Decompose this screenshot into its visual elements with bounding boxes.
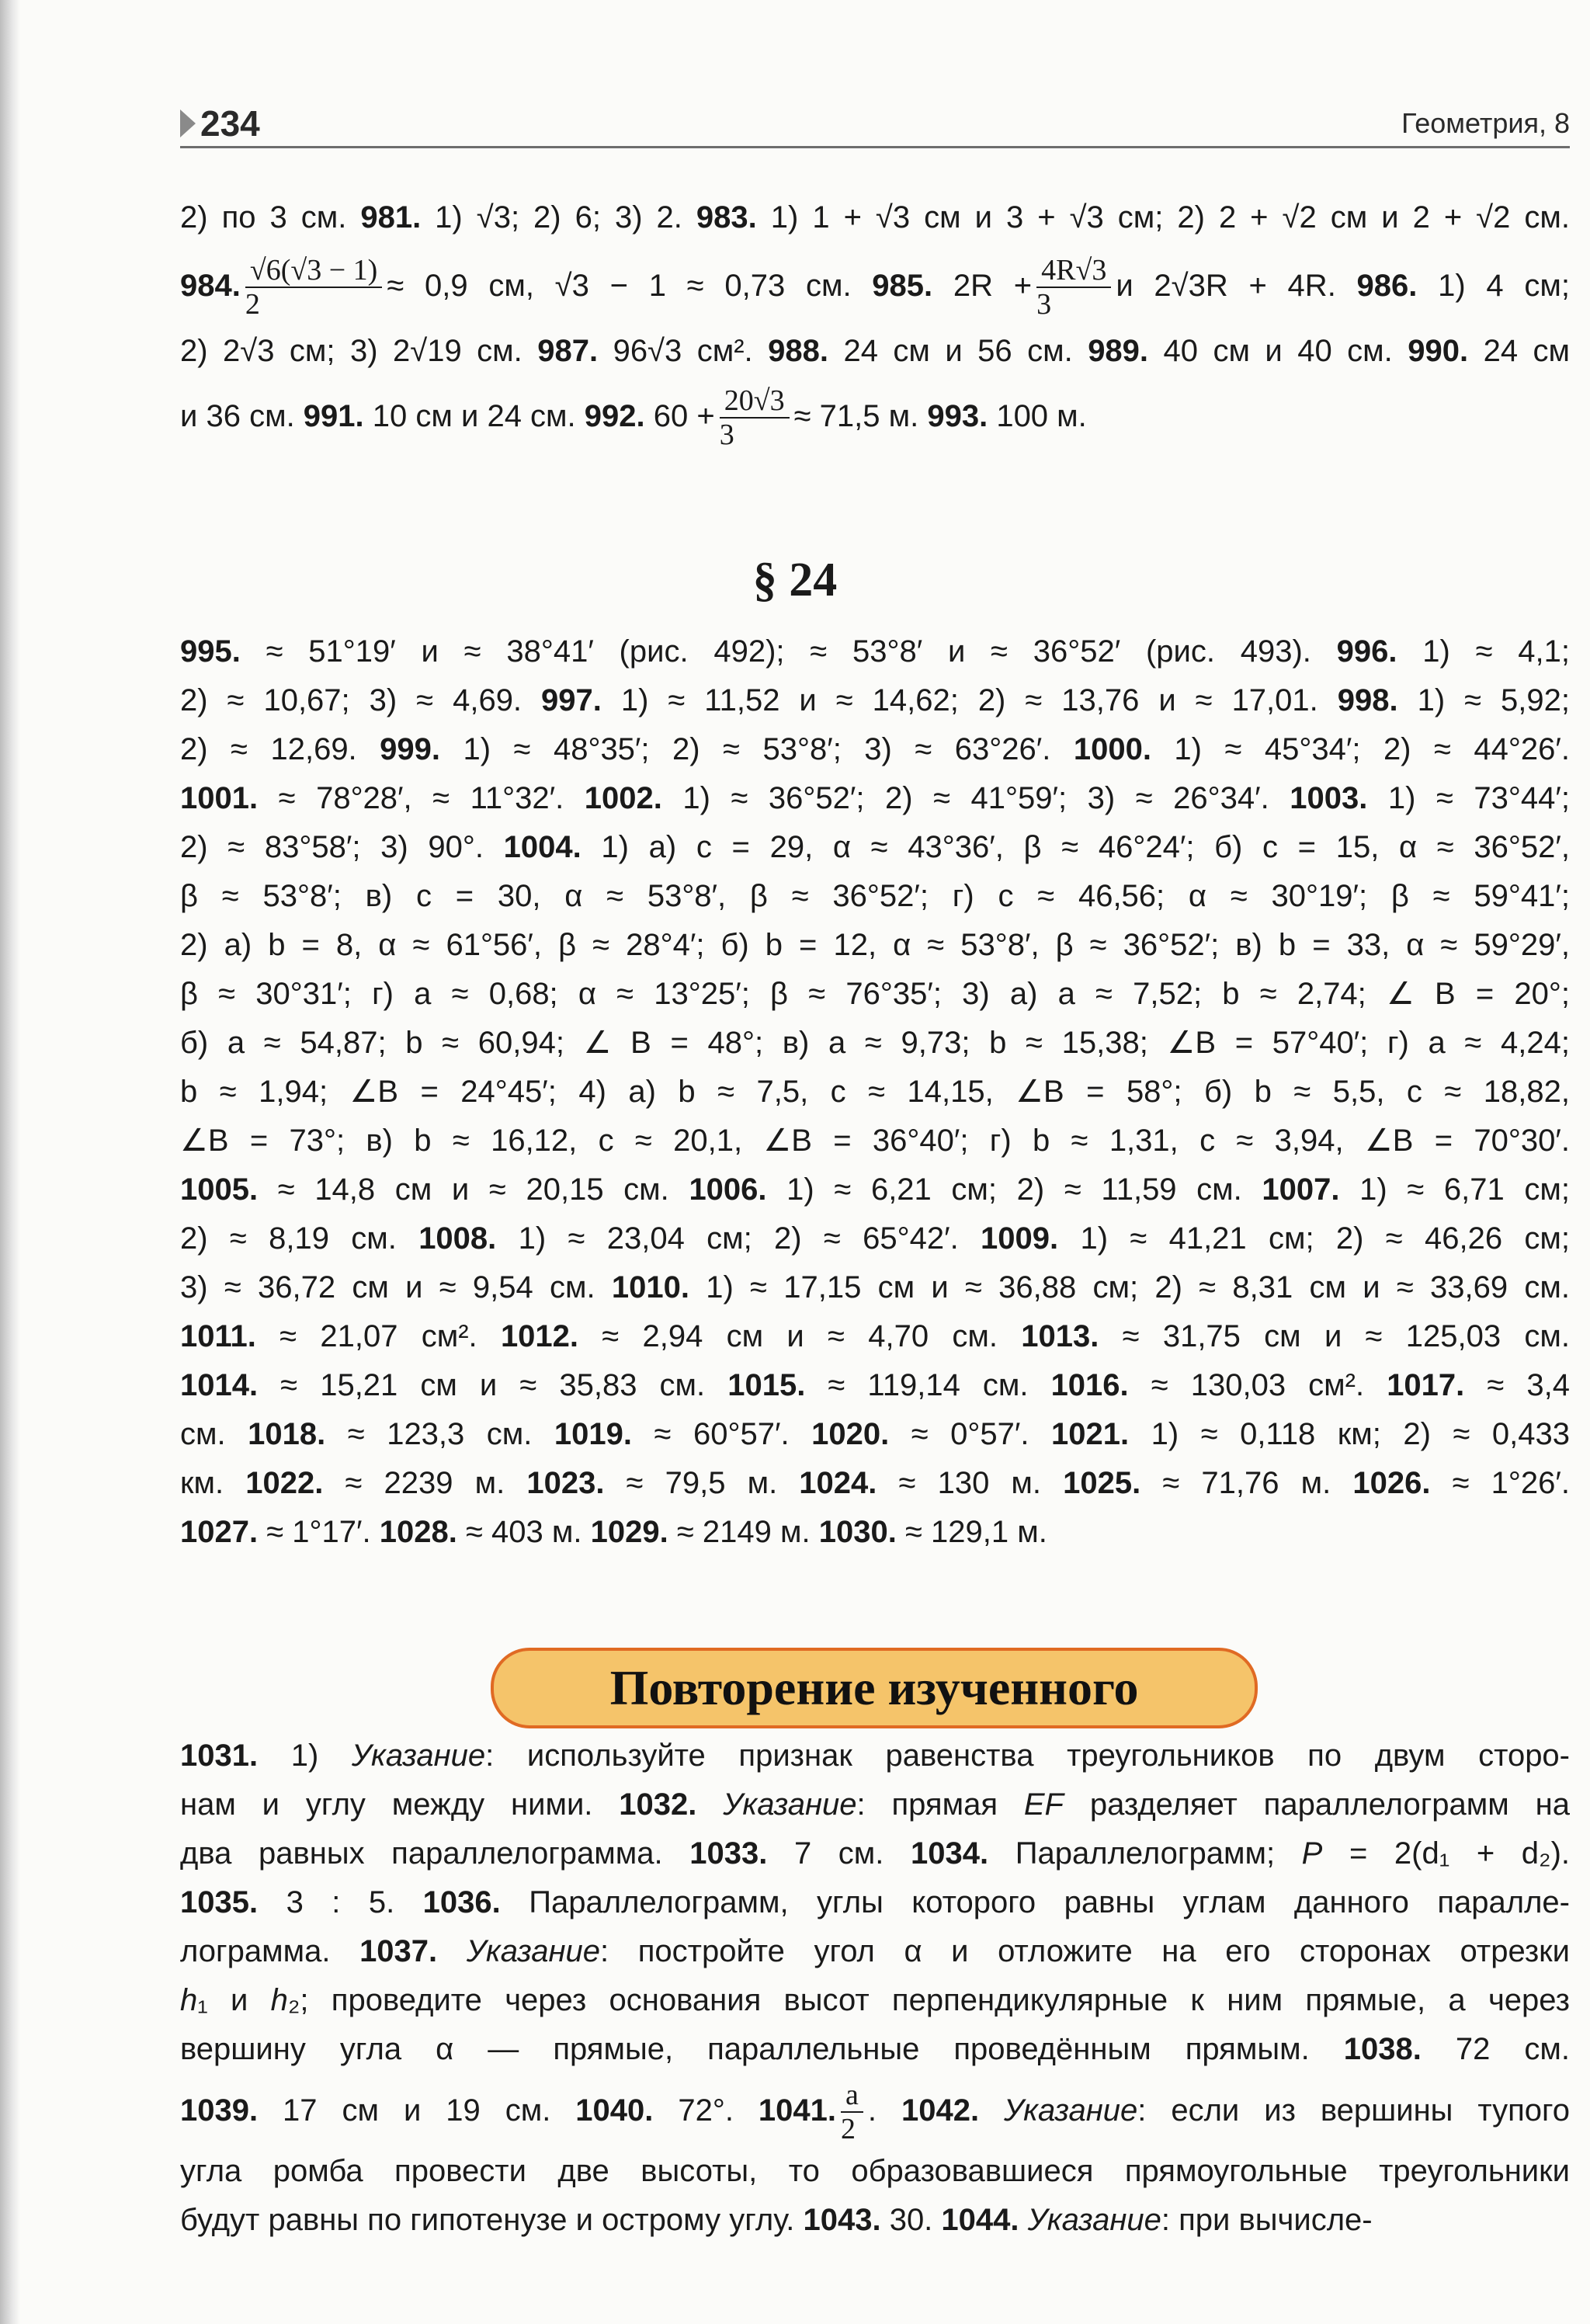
book-spine-shadow [0,0,20,2324]
text-line [180,1312,1570,1361]
answer-text: ≈ 129,1 м. [896,1515,1047,1549]
answer-text: ≈ 2,94 см и ≈ 4,70 см. [578,1319,1022,1353]
answer-text: : используйте признак равенства треугольников по двум сторо- [485,1739,1570,1773]
answer-text: : постройте угол α и отложите на его сторонах отрезки [600,1934,1571,1968]
answer-text: 17 см и 19 см. [258,2093,576,2128]
text-line [180,191,1570,244]
fraction [720,384,790,451]
text-line [180,2147,1570,2196]
text-line [180,244,1570,328]
exercise-number: 1031. [180,1739,259,1773]
exercise-number: 985. [872,269,933,303]
answer-text: ≈ 15,21 см и ≈ 35,83 см. [258,1368,728,1402]
text-line [180,1410,1570,1459]
answer-text: = 2(d₁ + d₂). [1322,1836,1571,1871]
exercise-number: 1035. [180,1885,259,1919]
text-line [180,2025,1570,2074]
answer-text: 3) ≈ 36,72 см и ≈ 9,54 см. [180,1270,612,1304]
exercise-number: 1009. [981,1221,1059,1256]
exercise-number: 1015. [727,1368,806,1402]
text-line [180,1214,1570,1263]
answer-text [1019,2203,1028,2237]
answer-text: 1) ≈ 6,71 см; [1339,1172,1571,1207]
answer-text: 30. [880,2203,942,2237]
fraction-numerator: a [841,2079,863,2113]
answer-text: ≈ 2149 м. [668,1515,819,1549]
answer-text: б) a ≈ 54,87; b ≈ 60,94; ∠ B = 48°; в) a ≈ 9,73; b ≈ 15,38; ∠B = 57°40′; г) a ≈ 4,24; [180,1026,1570,1060]
text-line [180,328,1570,374]
answer-text: 1) ≈ 41,21 см; 2) ≈ 46,26 см; [1058,1221,1571,1256]
exercise-number: 1001. [180,781,259,815]
exercise-number: 1005. [180,1172,259,1207]
italic-text: Указание [351,1739,486,1773]
text-line [180,823,1570,872]
text-line [180,1019,1570,1068]
answers-block-24 [180,627,1570,1557]
answer-text: 1) 4 см; [1417,269,1571,303]
exercise-number: 1036. [422,1885,501,1919]
exercise-number: 1029. [590,1515,668,1549]
exercise-number: 1018. [248,1417,326,1451]
answer-text: ≈ 60°57′. [632,1417,812,1451]
exercise-number: 986. [1356,269,1418,303]
exercise-number: 989. [1088,334,1149,368]
text-line [180,2074,1570,2147]
exercise-number: 990. [1408,334,1469,368]
exercise-number: 1038. [1343,2032,1422,2066]
review-heading: Повторение изученного [491,1648,1258,1728]
book-title: Геометрия, 8 [1401,107,1570,139]
page-marker-icon [180,109,196,137]
exercise-number: 1016. [1050,1368,1129,1402]
text-line [180,676,1570,725]
fraction-denominator: 2 [245,288,260,321]
text-line [180,725,1570,774]
answer-text [979,2093,1004,2128]
exercise-number: 993. [927,399,988,433]
exercise-number: 1019. [554,1417,633,1451]
answer-text: b ≈ 1,94; ∠B = 24°45′; 4) а) b ≈ 7,5, c ≈ 14,15, ∠B = 58°; б) b ≈ 5,5, c ≈ 18,82, [180,1075,1570,1109]
text-line [180,1068,1570,1117]
answer-text: 2) по 3 см. [180,200,361,234]
section-title: § 24 [752,554,838,606]
answer-text: 2) ≈ 12,69. [180,732,380,766]
exercise-number: 991. [303,399,364,433]
answer-text: ≈ 71,5 м. [793,399,928,433]
fraction-numerator: 20√3 [720,384,790,419]
exercise-number: 987. [537,334,599,368]
answer-text: 2) а) b = 8, α ≈ 61°56′, β ≈ 28°4′; б) b = 12, α ≈ 53°8′, β ≈ 36°52′; в) b = 33, α ≈ 59°29′, [180,928,1570,962]
answer-text: 1) ≈ 73°44′; [1367,781,1570,815]
exercise-number: 1023. [526,1466,605,1500]
answer-text: 1) √3; 2) 6; 3) 2. [421,200,696,234]
answer-text: 2R + [932,269,1033,303]
answer-text: 2) ≈ 10,67; 3) ≈ 4,69. [180,683,542,717]
italic-text: Указание [723,1787,857,1822]
exercise-number: 1026. [1352,1466,1431,1500]
text-line [180,374,1570,458]
answer-text: угла ромба провести две высоты, то образовавшиеся прямоугольные треугольники [180,2154,1570,2188]
text-line [180,1263,1570,1312]
exercise-number: 1040. [575,2093,654,2128]
fraction [1036,254,1111,321]
text-line [180,970,1570,1019]
answer-text: и 36 см. [180,399,304,433]
fraction-denominator: 2 [841,2113,856,2146]
answer-text: 1) ≈ 36°52′; 2) ≈ 41°59′; 3) ≈ 26°34′. [661,781,1290,815]
answer-text: ≈ 21,07 см². [255,1319,501,1353]
exercise-number: 1032. [619,1787,697,1822]
answer-text: 1) ≈ 11,52 и ≈ 14,62; 2) ≈ 13,76 и ≈ 17,01. [601,683,1338,717]
answer-text: 100 м. [988,399,1087,433]
text-line [180,1361,1570,1410]
answer-text: ≈ 119,14 см. [805,1368,1051,1402]
italic-text: EF [1023,1787,1064,1822]
answer-text: ₂; проведите через основания высот перпендикулярные к ним прямые, а через [287,1983,1570,2017]
italic-text: Указание [1027,2203,1161,2237]
text-line [180,1508,1570,1557]
italic-text: Указание [466,1934,601,1968]
answer-text: нам и углу между ними. [180,1787,620,1822]
page-header [180,102,1570,148]
answer-text: Параллелограмм; [988,1836,1302,1871]
exercise-number: 998. [1337,683,1398,717]
exercise-number: 1033. [689,1836,768,1871]
answer-text: 40 см и 40 см. [1148,334,1408,368]
answer-text: ≈ 79,5 м. [604,1466,800,1500]
answer-text: ₁ и [197,1983,271,2017]
exercise-number: 1037. [359,1934,438,1968]
fraction [245,254,382,321]
exercise-number: 1006. [689,1172,767,1207]
answer-text: 1) ≈ 48°35′; 2) ≈ 53°8′; 3) ≈ 63°26′. [440,732,1074,766]
answer-text: ≈ 31,75 см и ≈ 125,03 см. [1099,1319,1570,1353]
text-line [180,921,1570,970]
exercise-number: 1042. [901,2093,980,2128]
answer-text: ≈ 1°17′. [258,1515,380,1549]
text-line [180,1732,1570,1780]
exercise-number: 1034. [911,1836,989,1871]
answers-block-23 [180,191,1570,458]
exercise-number: 1022. [245,1466,324,1500]
exercise-number: 1041. [758,2093,836,2128]
answer-text: 1) ≈ 17,15 см и ≈ 36,88 см; 2) ≈ 8,31 см и ≈ 33,69 см. [689,1270,1570,1304]
exercise-number: 1002. [584,781,662,815]
text-line [180,2196,1570,2245]
page-number: 234 [180,102,260,144]
fraction-denominator: 3 [1036,288,1052,321]
answer-text: 2) ≈ 83°58′; 3) 90°. [180,830,504,864]
text-line [180,1117,1570,1165]
exercise-number: 1011. [180,1319,256,1353]
answer-text: 72 см. [1421,2032,1570,2066]
answer-text: ≈ 2239 м. [323,1466,527,1500]
answer-text: 72°. [653,2093,759,2128]
exercise-number: 1027. [180,1515,259,1549]
text-line [180,1976,1570,2025]
exercise-number: 1020. [811,1417,890,1451]
answer-text: см. [180,1417,248,1451]
answer-text: лограмма. [180,1934,360,1968]
exercise-number: 1043. [803,2203,881,2237]
text-line [180,1459,1570,1508]
answer-text: 1) ≈ 0,118 км; 2) ≈ 0,433 [1129,1417,1571,1451]
answer-text [437,1934,467,1968]
exercise-number: 1010. [611,1270,689,1304]
answer-text: ≈ 3,4 [1464,1368,1570,1402]
answer-text: ∠B = 73°; в) b ≈ 16,12, c ≈ 20,1, ∠B = 36°40′; г) b ≈ 1,31, c ≈ 3,94, ∠B = 70°30′. [180,1124,1570,1158]
exercise-number: 1030. [818,1515,897,1549]
italic-text: h [270,1983,288,2017]
answer-text [696,1787,723,1822]
answer-text: разделяет параллелограмм на [1063,1787,1570,1822]
italic-text: P [1301,1836,1323,1871]
answer-text: 1) ≈ 23,04 см; 2) ≈ 65°42′. [496,1221,981,1256]
text-line [180,1927,1570,1976]
exercise-number: 981. [360,200,422,234]
exercise-number: 992. [584,399,645,433]
exercise-number: 1021. [1051,1417,1130,1451]
exercise-number: 984. [180,269,241,303]
text-line [180,872,1570,921]
text-line [180,1780,1570,1829]
answer-text: 7 см. [767,1836,911,1871]
text-line [180,1165,1570,1214]
answer-text: ≈ 403 м. [457,1515,591,1549]
answer-text: 10 см и 24 см. [363,399,585,433]
answer-text: 96√3 см². [598,334,769,368]
answer-text: ≈ 78°28′, ≈ 11°32′. [258,781,585,815]
answer-text: 24 см [1468,334,1571,368]
answer-text: . [867,2093,901,2128]
text-line [180,1829,1570,1878]
answer-text: 1) а) c = 29, α ≈ 43°36′, β ≈ 46°24′; б) c = 15, α ≈ 36°52′, [581,830,1570,864]
answer-text: : если из вершины тупого [1137,2093,1571,2128]
exercise-number: 996. [1336,634,1397,669]
answer-text: 1) ≈ 45°34′; 2) ≈ 44°26′. [1151,732,1570,766]
answer-text: Параллелограмм, углы которого равны углам данного паралле- [500,1885,1570,1919]
answer-text: ≈ 51°19′ и ≈ 38°41′ (рис. 492); ≈ 53°8′ и ≈ 36°52′ (рис. 493). [240,634,1337,669]
answer-text: β ≈ 53°8′; в) c = 30, α ≈ 53°8′, β ≈ 36°52′; г) c ≈ 46,56; α ≈ 30°19′; β ≈ 59°41′; [180,879,1570,913]
answer-text: 24 см и 56 см. [828,334,1088,368]
fraction-denominator: 3 [719,419,734,452]
exercise-number: 997. [541,683,602,717]
exercise-number: 1013. [1021,1319,1099,1353]
answer-text: 1) [258,1739,352,1773]
exercise-number: 999. [380,732,441,766]
exercise-number: 983. [696,200,757,234]
answer-text: 60 + [644,399,715,433]
answer-text: β ≈ 30°31′; г) a ≈ 0,68; α ≈ 13°25′; β ≈ 76°35′; 3) а) a ≈ 7,52; b ≈ 2,74; ∠ B = 20°; [180,977,1570,1011]
italic-text: Указание [1004,2093,1138,2128]
answer-text: 2) 2√3 см; 3) 2√19 см. [180,334,538,368]
exercise-number: 988. [768,334,828,368]
exercise-number: 1003. [1290,781,1368,815]
answer-text: и 2√3R + 4R. [1116,269,1357,303]
answers-block-review [180,1732,1570,2245]
answer-text: ≈ 130,03 см². [1128,1368,1387,1402]
exercise-number: 1007. [1262,1172,1340,1207]
answer-text: 1) ≈ 4,1; [1397,634,1571,669]
answer-text: ≈ 0°57′. [889,1417,1052,1451]
answer-text: ≈ 130 м. [877,1466,1064,1500]
answer-text: ≈ 1°26′. [1430,1466,1571,1500]
italic-text: h [180,1983,198,2017]
answer-text: км. [180,1466,246,1500]
text-line [180,1878,1570,1927]
answer-text: ≈ 123,3 см. [325,1417,554,1451]
fraction [841,2079,863,2145]
exercise-number: 995. [180,634,241,669]
answer-text: ≈ 0,9 см, √3 − 1 ≈ 0,73 см. [387,269,873,303]
answer-text: 1) ≈ 5,92; [1397,683,1570,717]
answer-text: будут равны по гипотенузе и острому углу. [180,2203,804,2237]
fraction-numerator: 4R√3 [1036,254,1111,288]
exercise-number: 1000. [1073,732,1151,766]
exercise-number: 1008. [418,1221,497,1256]
exercise-number: 1039. [180,2093,259,2128]
exercise-number: 1014. [180,1368,259,1402]
exercise-number: 1017. [1387,1368,1465,1402]
text-line [180,627,1570,676]
answer-text: ≈ 14,8 см и ≈ 20,15 см. [258,1172,689,1207]
answer-text: 3 : 5. [258,1885,423,1919]
answer-text: 2) ≈ 8,19 см. [180,1221,419,1256]
fraction-numerator: √6(√3 − 1) [245,254,382,288]
answer-text: 1) ≈ 6,21 см; 2) ≈ 11,59 см. [766,1172,1262,1207]
exercise-number: 1004. [503,830,581,864]
answer-text: : прямая [856,1787,1024,1822]
text-line [180,774,1570,823]
answer-text: два равных параллелограмма. [180,1836,690,1871]
answer-text: вершину угла α — прямые, параллельные проведённым прямым. [180,2032,1344,2066]
exercise-number: 1024. [799,1466,877,1500]
answer-text: : при вычисле- [1161,2203,1373,2237]
exercise-number: 1028. [379,1515,457,1549]
answer-text: 1) 1 + √3 см и 3 + √3 см; 2) 2 + √2 см и 2 + √2 см. [756,200,1570,234]
exercise-number: 1012. [500,1319,579,1353]
exercise-number: 1025. [1063,1466,1141,1500]
exercise-number: 1044. [941,2203,1019,2237]
answer-text: ≈ 71,76 м. [1140,1466,1353,1500]
